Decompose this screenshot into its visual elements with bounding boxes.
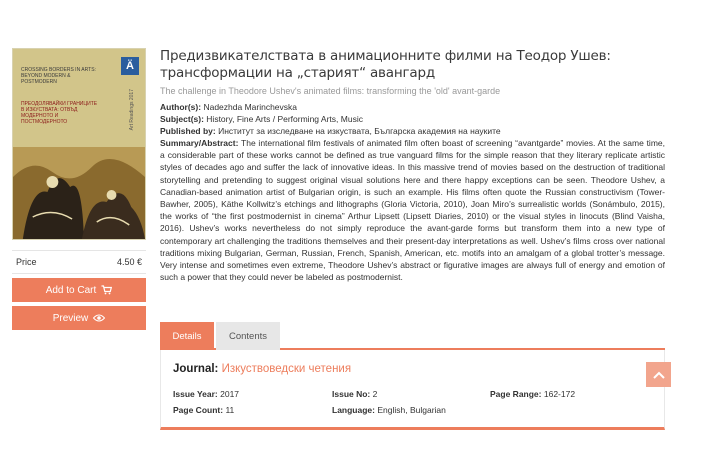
publisher-label: Published by:: [160, 126, 216, 136]
article-title: Предизвикателствата в анимационните филми на Теодор Ушев: трансформации на „старият“ авангард: [160, 48, 611, 81]
subjects-label: Subject(s):: [160, 114, 204, 124]
chevron-up-icon: [653, 371, 665, 379]
add-to-cart-button[interactable]: [12, 278, 146, 302]
issue-year-value: 2017: [220, 389, 240, 399]
publisher-logo: Ä: [121, 57, 139, 75]
price-value: 4.50 €: [116, 257, 142, 267]
subjects-value[interactable]: History, Fine Arts / Performing Arts, Music: [206, 114, 363, 124]
page-count-label: Page Count:: [173, 405, 224, 415]
product-sidebar: [12, 48, 146, 330]
journal-line: [173, 363, 351, 375]
subjects-line: [160, 113, 665, 125]
preview-button[interactable]: [12, 306, 146, 330]
cover-side-text: Art Readings 2017: [129, 89, 135, 131]
cover-title-bg: ПРЕОДОЛЯВАЙКИ ГРАНИЦИТЕ В ИЗКУСТВАТА: ОТВЪД МОДЕРНОТО И ПОСТМОДЕРНОТО: [21, 101, 98, 125]
tab-contents[interactable]: Contents: [216, 322, 280, 350]
tab-details[interactable]: Details: [160, 322, 214, 350]
issue-no: [332, 389, 377, 399]
article-subtitle: The challenge in Theodore Ushev's animated films: transforming the 'old' avant-garde: [160, 86, 501, 96]
authors-label: Author(s):: [160, 102, 202, 112]
authors-line: [160, 101, 665, 113]
article-meta: [160, 101, 665, 283]
article-main: [160, 48, 665, 283]
back-to-top-button[interactable]: [646, 362, 671, 387]
page-count: [173, 405, 234, 415]
journal-link[interactable]: Изкуствоведски четения: [221, 363, 352, 375]
authors-value[interactable]: Nadezhda Marinchevska: [203, 102, 298, 112]
cart-icon: [101, 285, 112, 295]
abstract: [160, 137, 665, 283]
detail-tabs: [160, 322, 665, 350]
page-count-value: 11: [225, 405, 235, 415]
language-value: English, Bulgarian: [377, 405, 446, 415]
page-range-value: 162-172: [543, 389, 576, 399]
issue-year: [173, 389, 239, 399]
preview-label: Preview: [52, 312, 89, 324]
page-range: [490, 389, 575, 399]
publisher-value[interactable]: Институт за изследване на изкуствата, Българска академия на науките: [218, 126, 501, 136]
cover-title-en: CROSSING BORDERS IN ARTS: BEYOND MODERN & POSTMODERN: [21, 67, 96, 85]
issue-no-label: Issue No:: [332, 389, 371, 399]
publisher-line: [160, 125, 665, 137]
summary-text: The international film festivals of animated film often boast of screening “avantgarde” movies. At the same time, a considerable part of these works cannot be defined as true vanguard films for the simple reason that they literary replicate artistic styles of decades ago and suffer the lack of innovative ideas. In this massive trend of movies based on the destruction of traditional storytelling and pretending to suggest original visual solutions here and there happy exceptions can be seen. Theodore Ushev, a Canadian-based animation artist of Bulgarian origin, is such an example. His films often quote the Russian constructivism (Tower-Bawher, 2005), Käthe Kollwitz’s etchings and lithographs (Gloria Victoria, 2010), Joan Miro’s surrealistic worlds (Sonámbulo, 2015), the works of “the first postmodernist in cinema” Arthur Lipsett (Lipsett Diaries, 2010) or the visual styles in linocuts (Blind Vaisha, 2016). Ushev’s works nevertheless do not simply reproduce the avant-garde forms but transform them into a new type of contemporary art challenging the traditions themselves and their present-day interpretations as well. Ushev’s films cross over national traditions mixing Bulgarian, German, Russian, French, Spanish, American, etc. motifs into an amalgam of a global trotter’s message. Very intense and sometimes even extreme, Theodore Ushev’s abstract or figurative images are always full of energy and emotion of such a power that they could never be labeled as postmodernist.: [160, 138, 665, 283]
price-row: [12, 250, 146, 274]
summary-label: Summary/Abstract:: [160, 138, 239, 148]
issue-year-label: Issue Year:: [173, 389, 218, 399]
language: [332, 405, 446, 415]
eye-icon: [93, 314, 105, 322]
add-to-cart-label: Add to Cart: [45, 284, 97, 296]
journal-label: Journal:: [173, 363, 219, 375]
issue-no-value: 2: [372, 389, 378, 399]
details-panel: [160, 350, 665, 430]
cover-artwork: [13, 147, 145, 239]
price-label: Price: [16, 257, 37, 267]
book-cover-image[interactable]: [12, 48, 146, 240]
language-label: Language:: [332, 405, 375, 415]
page-range-label: Page Range:: [490, 389, 542, 399]
